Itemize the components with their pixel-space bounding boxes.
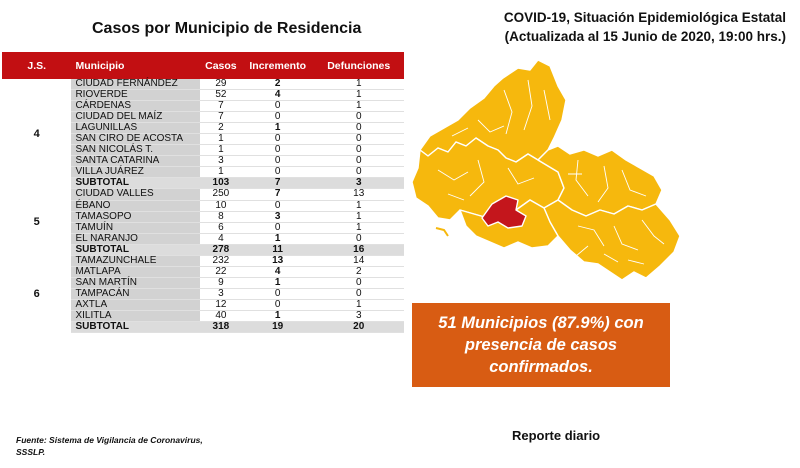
- defunciones-cell: 0: [313, 156, 404, 167]
- cases-table: [2, 52, 404, 333]
- defunciones-cell: 3: [313, 310, 404, 321]
- casos-cell: 52: [200, 90, 242, 101]
- subtotal-defunciones: 3: [313, 178, 404, 189]
- defunciones-cell: 14: [313, 255, 404, 266]
- incremento-cell: 0: [242, 222, 314, 233]
- report-title-line1: COVID-19, Situación Epidemiológica Estatal: [503, 10, 786, 25]
- municipio-cell: CÁRDENAS: [71, 101, 199, 112]
- map-water-mark: [436, 228, 448, 236]
- defunciones-cell: 13: [313, 189, 404, 200]
- callout-line2: presencia de casos: [464, 336, 618, 354]
- municipio-cell: TAMAZUNCHALE: [71, 255, 199, 266]
- casos-cell: 10: [200, 200, 242, 211]
- municipio-cell: TAMPACÁN: [71, 288, 199, 299]
- casos-cell: 232: [200, 255, 242, 266]
- defunciones-cell: 2: [313, 266, 404, 277]
- municipio-cell: SANTA CATARINA: [71, 156, 199, 167]
- casos-cell: 1: [200, 167, 242, 178]
- casos-cell: 3: [200, 156, 242, 167]
- defunciones-cell: 1: [313, 211, 404, 222]
- defunciones-cell: 1: [313, 222, 404, 233]
- defunciones-cell: 1: [313, 90, 404, 101]
- header-municipio: Municipio: [71, 52, 199, 79]
- municipio-cell: RIOVERDE: [71, 90, 199, 101]
- incremento-cell: 0: [242, 200, 314, 211]
- defunciones-cell: 0: [313, 134, 404, 145]
- report-label: Reporte diario: [512, 428, 601, 443]
- casos-cell: 7: [200, 101, 242, 112]
- incremento-cell: 2: [242, 79, 314, 90]
- municipio-cell: XILITLA: [71, 310, 199, 321]
- incremento-cell: 0: [242, 156, 314, 167]
- casos-cell: 22: [200, 266, 242, 277]
- header-casos: Casos: [200, 52, 242, 79]
- subtotal-label: SUBTOTAL: [71, 178, 199, 189]
- municipio-cell: SAN CIRO DE ACOSTA: [71, 134, 199, 145]
- incremento-cell: 0: [242, 288, 314, 299]
- callout-line3: confirmados.: [489, 358, 593, 376]
- defunciones-cell: 0: [313, 112, 404, 123]
- incremento-cell: 0: [242, 112, 314, 123]
- table-body: [2, 79, 404, 333]
- defunciones-cell: 1: [313, 101, 404, 112]
- defunciones-cell: 0: [313, 167, 404, 178]
- incremento-cell: 1: [242, 233, 314, 244]
- municipio-cell: LAGUNILLAS: [71, 123, 199, 134]
- municipio-cell: VILLA JUÁREZ: [71, 167, 199, 178]
- callout-line1: 51 Municipios (87.9%) con: [438, 314, 644, 332]
- defunciones-cell: 0: [313, 288, 404, 299]
- subtotal-defunciones: 20: [313, 322, 404, 333]
- casos-cell: 3: [200, 288, 242, 299]
- incremento-cell: 4: [242, 266, 314, 277]
- municipio-cell: SAN MARTÍN: [71, 277, 199, 288]
- casos-cell: 12: [200, 299, 242, 310]
- municipio-cell: MATLAPA: [71, 266, 199, 277]
- source-note: [16, 434, 276, 458]
- js-cell: 6: [2, 255, 71, 332]
- incremento-cell: 3: [242, 211, 314, 222]
- state-map: [408, 50, 693, 290]
- casos-cell: 1: [200, 145, 242, 156]
- municipio-cell: CIUDAD VALLES: [71, 189, 199, 200]
- defunciones-cell: 0: [313, 233, 404, 244]
- js-cell: 4: [2, 79, 71, 189]
- incremento-cell: 0: [242, 101, 314, 112]
- subtotal-defunciones: 16: [313, 244, 404, 255]
- casos-cell: 6: [200, 222, 242, 233]
- subtotal-label: SUBTOTAL: [71, 322, 199, 333]
- casos-cell: 7: [200, 112, 242, 123]
- municipio-cell: CIUDAD FERNÁNDEZ: [71, 79, 199, 90]
- subtotal-incremento: 7: [242, 178, 314, 189]
- callout-box: [412, 303, 670, 387]
- defunciones-cell: 0: [313, 123, 404, 134]
- municipio-cell: AXTLA: [71, 299, 199, 310]
- defunciones-cell: 1: [313, 299, 404, 310]
- municipio-cell: ÉBANO: [71, 200, 199, 211]
- subtotal-casos: 318: [200, 322, 242, 333]
- incremento-cell: 7: [242, 189, 314, 200]
- incremento-cell: 0: [242, 299, 314, 310]
- table-row: [2, 79, 404, 90]
- map-region-north: [420, 60, 566, 162]
- incremento-cell: 0: [242, 134, 314, 145]
- source-line2: SSSLP.: [16, 447, 46, 457]
- municipio-cell: SAN NICOLÁS T.: [71, 145, 199, 156]
- table-header-row: [2, 52, 404, 79]
- casos-cell: 4: [200, 233, 242, 244]
- report-title-line2: (Actualizada al 15 Junio de 2020, 19:00 hrs.): [504, 29, 786, 44]
- table-row: [2, 255, 404, 266]
- casos-cell: 29: [200, 79, 242, 90]
- municipio-cell: CIUDAD DEL MAÍZ: [71, 112, 199, 123]
- casos-cell: 250: [200, 189, 242, 200]
- municipio-cell: TAMUÍN: [71, 222, 199, 233]
- municipio-cell: TAMASOPO: [71, 211, 199, 222]
- subtotal-incremento: 11: [242, 244, 314, 255]
- incremento-cell: 13: [242, 255, 314, 266]
- casos-cell: 2: [200, 123, 242, 134]
- incremento-cell: 4: [242, 90, 314, 101]
- incremento-cell: 1: [242, 123, 314, 134]
- table-row: [2, 189, 404, 200]
- defunciones-cell: 0: [313, 145, 404, 156]
- table-title: Casos por Municipio de Residencia: [92, 20, 362, 37]
- incremento-cell: 0: [242, 145, 314, 156]
- defunciones-cell: 1: [313, 200, 404, 211]
- defunciones-cell: 0: [313, 277, 404, 288]
- subtotal-incremento: 19: [242, 322, 314, 333]
- js-cell: 5: [2, 189, 71, 255]
- incremento-cell: 1: [242, 310, 314, 321]
- header-incremento: Incremento: [242, 52, 314, 79]
- incremento-cell: 1: [242, 277, 314, 288]
- header-js: J.S.: [2, 52, 71, 79]
- incremento-cell: 0: [242, 167, 314, 178]
- report-title: [504, 8, 786, 46]
- subtotal-casos: 103: [200, 178, 242, 189]
- casos-cell: 8: [200, 211, 242, 222]
- municipio-cell: EL NARANJO: [71, 233, 199, 244]
- casos-cell: 40: [200, 310, 242, 321]
- casos-cell: 9: [200, 277, 242, 288]
- header-defunciones: Defunciones: [313, 52, 404, 79]
- defunciones-cell: 1: [313, 79, 404, 90]
- subtotal-casos: 278: [200, 244, 242, 255]
- subtotal-label: SUBTOTAL: [71, 244, 199, 255]
- casos-cell: 1: [200, 134, 242, 145]
- source-line1: Fuente: Sistema de Vigilancia de Coronavirus,: [16, 435, 203, 445]
